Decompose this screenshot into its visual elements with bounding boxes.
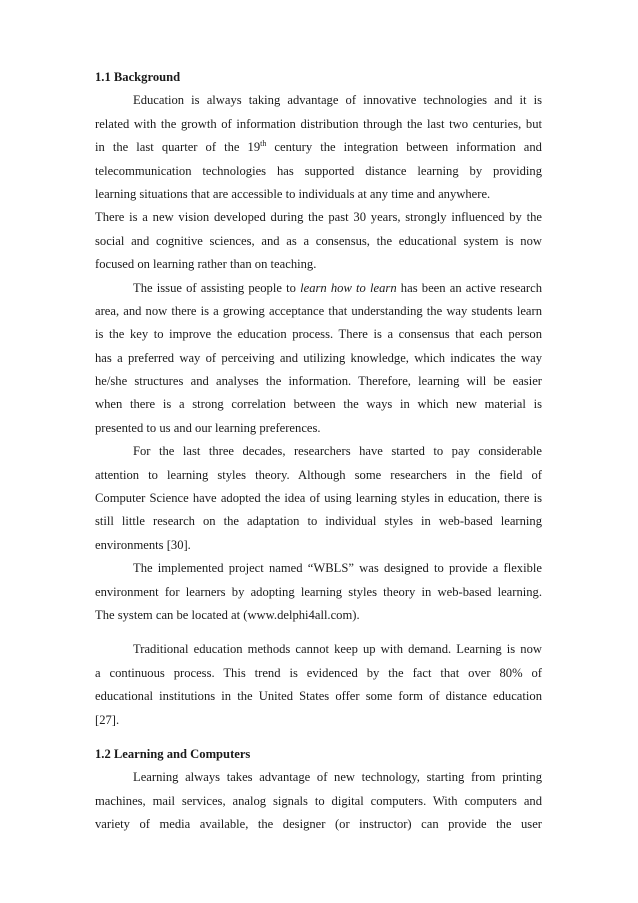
- text-line: [95, 136, 542, 159]
- paragraph-new-vision: [95, 206, 542, 276]
- text-line: has a preferred way of perceiving and utilizing knowledge, which indicates the way: [95, 350, 542, 365]
- text-line: a continuous process. This trend is evidenced by the fact that over 80% of: [95, 665, 542, 680]
- text-line: environments [30].: [95, 537, 191, 552]
- text-fragment: century the integration between information and: [266, 140, 542, 155]
- text-line: For the last three decades, researchers have started to pay considerable: [133, 444, 542, 459]
- emphasis-text: learn how to learn: [300, 280, 397, 295]
- paragraph-learning-technology: [95, 766, 542, 836]
- text-line: social and cognitive sciences, and as a consensus, the educational system is now: [95, 233, 542, 248]
- text-fragment: in the last quarter of the 19: [95, 140, 261, 155]
- text-line: [27].: [95, 712, 120, 727]
- text-line: variety of media available, the designer (or instructor) can provide the user: [95, 817, 542, 832]
- text-line: when there is a strong correlation between the ways in which new material is: [95, 397, 542, 412]
- text-fragment: has been an active research: [396, 280, 542, 295]
- paragraph-learning-styles: [95, 440, 542, 557]
- text-fragment: The issue of assisting people to: [133, 280, 301, 295]
- text-line: presented to us and our learning preferences.: [95, 420, 321, 435]
- paragraph-wbls-project: [95, 557, 542, 627]
- text-line: telecommunication technologies has supported distance learning by providing: [95, 163, 542, 178]
- text-line: is the key to improve the education process. There is a consensus that each person: [95, 327, 542, 342]
- paragraph-education: [95, 89, 542, 206]
- section-heading-learning-and-computers: 1.2 Learning and Computers: [95, 746, 251, 761]
- text-line: learning situations that are accessible to individuals at any time and anywhere.: [95, 186, 491, 201]
- text-line: still little research on the adaptation to individual styles in web-based learning: [95, 514, 542, 529]
- text-line: Computer Science have adopted the idea of using learning styles in education, there is: [95, 491, 542, 506]
- paragraph-gap: [95, 627, 542, 638]
- text-line: machines, mail services, analog signals to digital computers. With computers and: [95, 793, 542, 808]
- text-line: Education is always taking advantage of innovative technologies and it is: [133, 93, 542, 108]
- text-line: focused on learning rather than on teaching.: [95, 257, 317, 272]
- paragraph-traditional-education: [95, 638, 542, 732]
- text-line: he/she structures and analyses the information. Therefore, learning will be easier: [95, 374, 542, 389]
- text-line: area, and now there is a growing acceptance that understanding the way students learn: [95, 303, 542, 318]
- paragraph-gap: [95, 732, 542, 743]
- text-line: related with the growth of information distribution through the last two centuries, but: [95, 116, 542, 131]
- document-page: [95, 66, 542, 837]
- text-line: educational institutions in the United States offer some form of distance education: [95, 689, 542, 704]
- paragraph-learn-how-to-learn: [95, 277, 542, 441]
- text-line: environment for learners by adopting learning styles theory in web-based learning.: [95, 584, 542, 599]
- text-line: The system can be located at (www.delphi4all.com).: [95, 607, 360, 622]
- text-line: There is a new vision developed during the past 30 years, strongly influenced by the: [95, 210, 542, 225]
- text-line: [95, 277, 542, 300]
- text-line: Learning always takes advantage of new technology, starting from printing: [133, 770, 542, 785]
- text-line: Traditional education methods cannot keep up with demand. Learning is now: [133, 642, 542, 657]
- text-line: attention to learning styles theory. Although some researchers in the field of: [95, 467, 542, 482]
- text-line: The implemented project named “WBLS” was designed to provide a flexible: [133, 561, 542, 576]
- section-heading-background: 1.1 Background: [95, 70, 181, 84]
- superscript: th: [260, 138, 267, 148]
